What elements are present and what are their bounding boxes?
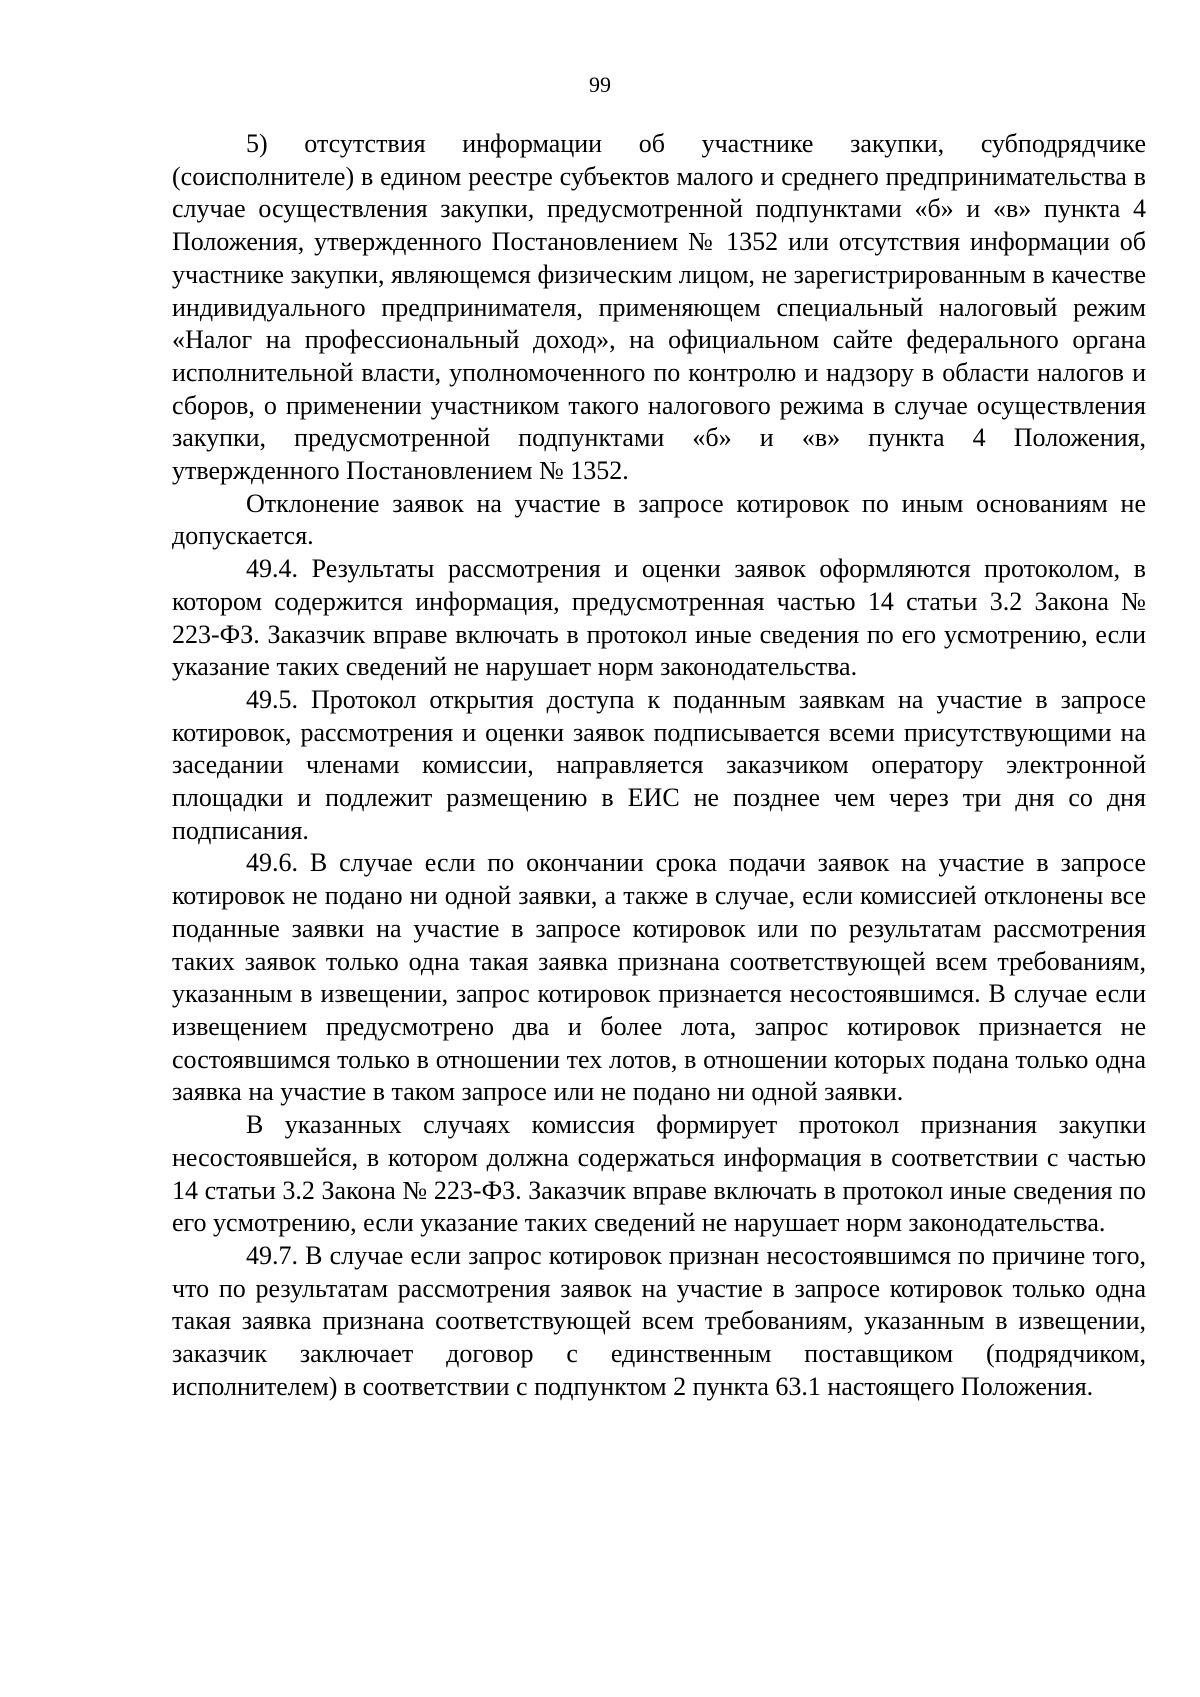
paragraph-clause-5: 5) отсутствия информации об участнике закупки, субподрядчике (соисполнителе) в едином реестре субъектов малого и среднего предпринимательства в случае осуществления закупки, предусмотренной подпунктами «б» и «в» пункта 4 Положения, утвержденного Постановлением № 1352 или отсутствия информации об участнике закупки, являющемся физическим лицом, не зарегистрированным в качестве индивидуального предпринимателя, применяющем специальный налоговый режим «Налог на профессиональный доход», на официальном сайте федерального органа исполнительной власти, уполномоченного по контролю и надзору в области налогов и сборов, о применении участником такого налогового режима в случае осуществления закупки, предусмотренной подпунктами «б» и «в» пункта 4 Положения, утвержденного Постановлением № 1352.: [172, 129, 1146, 486]
paragraph-rejection-note: Отклонение заявок на участие в запросе котировок по иным основаниям не допускается.: [172, 488, 1146, 551]
paragraph-49-4: 49.4. Результаты рассмотрения и оценки заявок оформляются протоколом, в котором содержится информация, предусмотренная частью 14 статьи 3.2 Закона № 223-ФЗ. Заказчик вправе включать в протокол иные сведения по его усмотрению, если указание таких сведений не нарушает норм законодательства.: [172, 554, 1146, 682]
page-number: 99: [589, 72, 611, 97]
document-body: [172, 128, 1146, 1403]
paragraph-49-5: 49.5. Протокол открытия доступа к поданным заявкам на участие в запросе котировок, рассмотрения и оценки заявок подписывается всеми присутствующими на заседании членами комиссии, направляется заказчиком оператору электронной площадки и подлежит размещению в ЕИС не позднее чем через три дня со дня подписания.: [172, 684, 1146, 845]
paragraph-49-7: 49.7. В случае если запрос котировок признан несостоявшимся по причине того, что по результатам рассмотрения заявок на участие в запросе котировок только одна такая заявка признана соответствующей всем требованиям, указанным в извещении, заказчик заключает договор с единственным поставщиком (подрядчиком, исполнителем) в соответствии с подпунктом 2 пункта 63.1 настоящего Положения.: [172, 1240, 1146, 1401]
paragraph-49-6: 49.6. В случае если по окончании срока подачи заявок на участие в запросе котировок не подано ни одной заявки, а также в случае, если комиссией отклонены все поданные заявки на участие в запросе котировок или по результатам рассмотрения таких заявок только одна такая заявка признана соответствующей всем требованиям, указанным в извещении, запрос котировок признается несостоявшимся. В случае если извещением предусмотрено два и более лота, запрос котировок признается не состоявшимся только в отношении тех лотов, в отношении которых подана только одна заявка на участие в таком запросе или не подано ни одной заявки.: [172, 848, 1146, 1107]
paragraph-49-6-continued: В указанных случаях комиссия формирует протокол признания закупки несостоявшейся, в котором должна содержаться информация в соответствии с частью 14 статьи 3.2 Закона № 223-ФЗ. Заказчик вправе включать в протокол иные сведения по его усмотрению, если указание таких сведений не нарушает норм законодательства.: [172, 1110, 1146, 1238]
